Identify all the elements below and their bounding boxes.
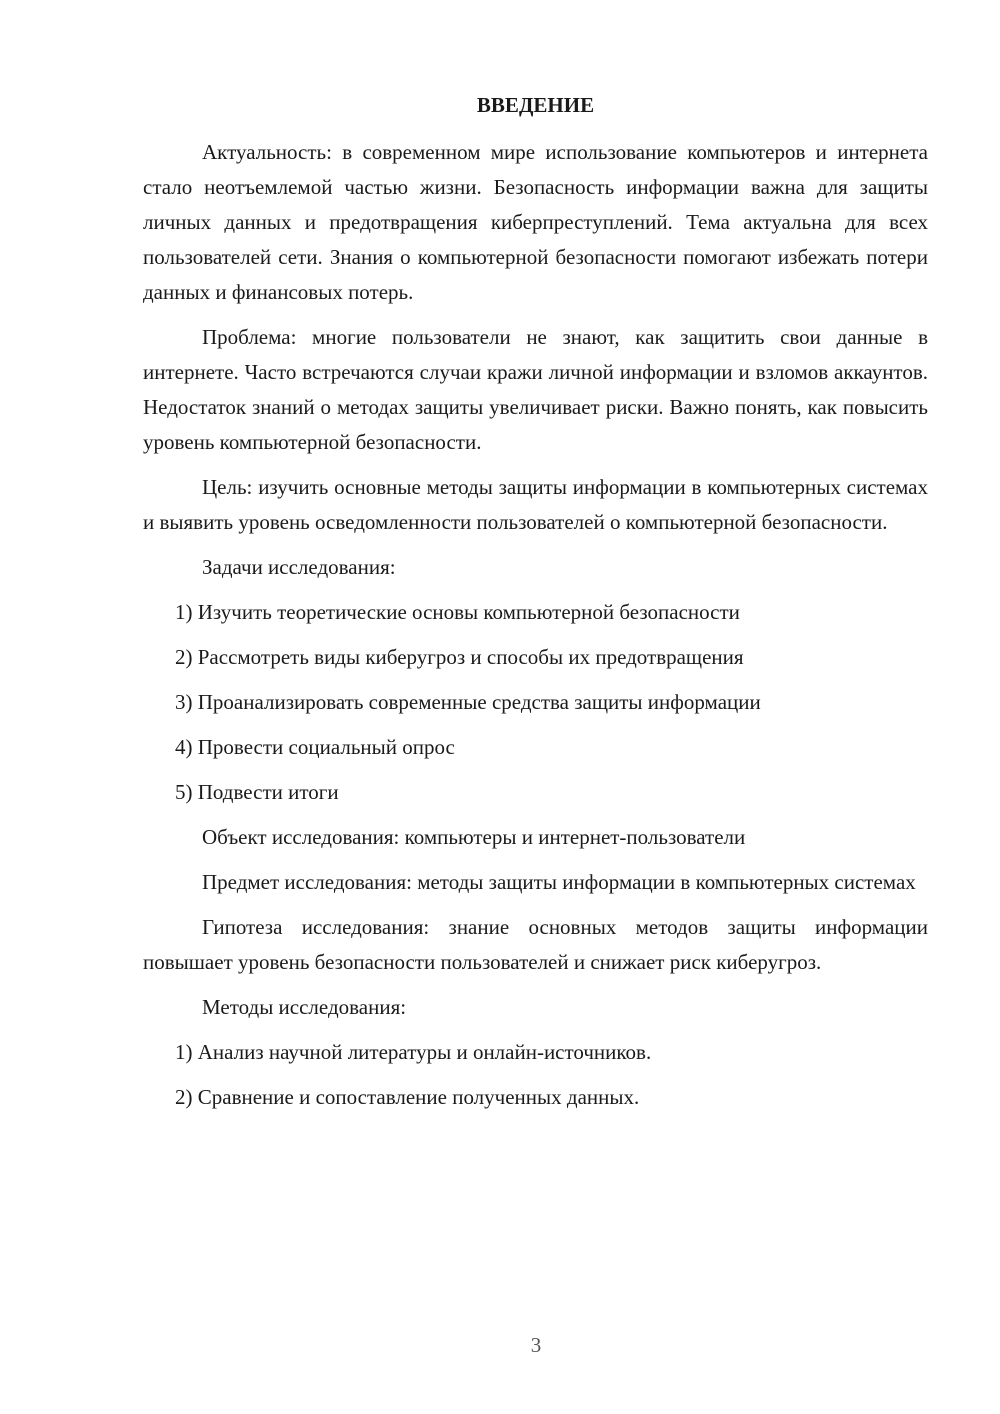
list-item: 5) Подвести итоги xyxy=(175,780,339,804)
goal-paragraph: Цель: изучить основные методы защиты информации в компьютерных системах и выявить уровень осведомленности пользователей о компьютерной безопасности. xyxy=(143,475,928,534)
list-item: 3) Проанализировать современные средства защиты информации xyxy=(175,690,761,714)
methods-heading: Методы исследования: xyxy=(202,995,407,1019)
list-item: 1) Анализ научной литературы и онлайн-источников. xyxy=(175,1040,652,1064)
tasks-list xyxy=(143,595,928,810)
hypothesis-paragraph: Гипотеза исследования: знание основных методов защиты информации повышает уровень безопасности пользователей и снижает риск киберугроз. xyxy=(143,915,928,974)
document-page xyxy=(143,95,928,1125)
object-paragraph: Объект исследования: компьютеры и интернет-пользователи xyxy=(202,825,746,849)
methods-list xyxy=(143,1035,928,1115)
list-item: 2) Сравнение и сопоставление полученных данных. xyxy=(175,1085,640,1109)
problem-paragraph: Проблема: многие пользователи не знают, как защитить свои данные в интернете. Часто встречаются случаи кражи личной информации и взломов аккаунтов. Недостаток знаний о методах защиты увеличивает риски. Важно понять, как повысить уровень компьютерной безопасности. xyxy=(143,325,928,454)
list-item: 4) Провести социальный опрос xyxy=(175,735,455,759)
relevance-paragraph: Актуальность: в современном мире использование компьютеров и интернета стало неотъемлемой частью жизни. Безопасность информации важна для защиты личных данных и предотвращения киберпреступлений. Тема актуальна для всех пользователей сети. Знания о компьютерной безопасности помогают избежать потери данных и финансовых потерь. xyxy=(143,140,928,304)
list-item: 1) Изучить теоретические основы компьютерной безопасности xyxy=(175,600,740,624)
page-title: ВВЕДЕНИЕ xyxy=(476,93,595,117)
list-item: 2) Рассмотреть виды киберугроз и способы их предотвращения xyxy=(175,645,744,669)
tasks-heading: Задачи исследования: xyxy=(202,555,396,579)
subject-paragraph: Предмет исследования: методы защиты информации в компьютерных системах xyxy=(202,870,916,894)
page-number: 3 xyxy=(530,1333,542,1357)
